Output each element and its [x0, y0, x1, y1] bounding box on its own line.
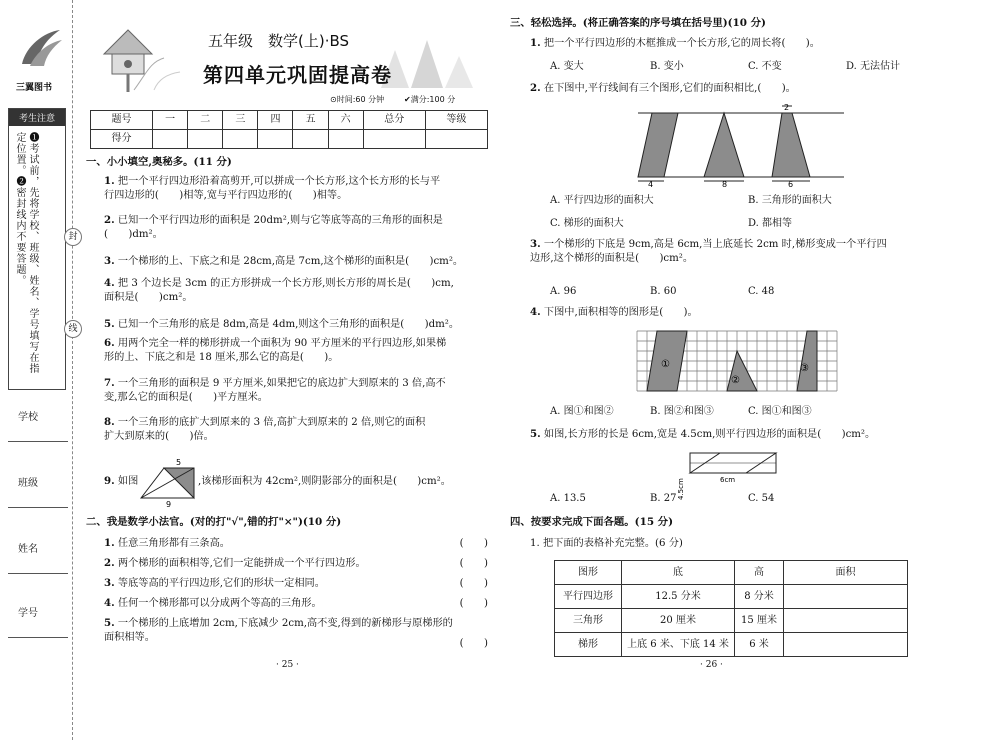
score-cell[interactable] [425, 130, 487, 149]
fill-question-7: 7. 一个三角形的面积是 9 平方厘米,如果把它的底边扩大到原来的 3 倍,高不 变,那么它的面积是( )平方厘米。 [104, 377, 446, 403]
table-cell: 15 厘米 [735, 609, 784, 633]
table-header-cell: 底 [622, 561, 735, 585]
area-answer-cell[interactable] [784, 585, 908, 609]
judge-question-5: 5. 一个梯形的上底增加 2cm,下底减少 2cm,高不变,得到的新梯形与原梯形的 面积相等。 ( ) [104, 617, 488, 649]
seal-mark-2: 线 [64, 320, 82, 338]
score-input-row [91, 130, 488, 149]
choice-question-2: 2. 在下图中,平行线间有三个图形,它们的面积相比,( )。 [530, 82, 796, 94]
table-cell: 6 米 [735, 633, 784, 657]
table-cell: 总分 [363, 111, 425, 130]
score-cell[interactable] [293, 130, 328, 149]
fill-question-2: 2. 已知一个平行四边形的面积是 20dm²,则与它等底等高的三角形的面积是 ( )dm²。 [104, 214, 443, 240]
fill-question-3: 3. 一个梯形的上、下底之和是 28cm,高是 7cm,这个梯形的面积是( )cm²。 [104, 255, 464, 267]
parallelogram-shape [638, 113, 678, 177]
option-c[interactable]: C. 不变 [748, 61, 782, 72]
choice-question-4: 4. 下图中,面积相等的图形是( )。 [530, 306, 698, 318]
trapezoid-base-label: 6 [788, 180, 794, 189]
answer-paren[interactable]: ( ) [459, 598, 488, 609]
answer-paren[interactable]: ( ) [459, 538, 488, 549]
grade-subject: 五年级 数学(上)·BS [208, 32, 350, 50]
table-cell: 上底 6 米、下底 14 米 [622, 633, 735, 657]
option-b[interactable]: B. 变小 [650, 61, 684, 72]
trapezoid-shape [772, 113, 810, 177]
fill-question-8: 8. 一个三角形的底扩大到原来的 3 倍,高扩大到原来的 2 倍,则它的面积 扩大到原来的( )倍。 [104, 416, 426, 442]
fill-table [554, 560, 908, 657]
parallelogram-base-label: 4 [648, 180, 654, 189]
table-cell: 四 [258, 111, 293, 130]
page-26 [510, 0, 930, 740]
option-a[interactable]: A. 13.5 [550, 493, 586, 504]
option-a[interactable]: A. 图①和图② [550, 406, 614, 417]
exam-time: ⊙时间:60 分钟 [330, 95, 385, 104]
table-cell: 三 [223, 111, 258, 130]
table-cell: 题号 [91, 111, 153, 130]
option-a[interactable]: A. 变大 [550, 61, 584, 72]
table-header-cell: 图形 [555, 561, 622, 585]
fill-question-5: 5. 已知一个三角形的底是 8dm,高是 4dm,则这个三角形的面积是( )dm²。 [104, 318, 460, 330]
section-4-title: 四、按要求完成下面各题。(15 分) [510, 516, 673, 528]
table-cell: 平行四边形 [555, 585, 622, 609]
full-score: ✔满分:100 分 [404, 95, 456, 104]
score-header-row [91, 111, 488, 130]
trapezoid-top-label: 5 [176, 458, 182, 467]
option-c[interactable]: C. 图①和图③ [748, 406, 812, 417]
answer-paren[interactable]: ( ) [459, 578, 488, 589]
grid-shapes-figure [637, 327, 843, 395]
score-cell[interactable] [188, 130, 223, 149]
answer-paren[interactable]: ( ) [459, 638, 488, 649]
option-c[interactable]: C. 48 [748, 286, 775, 297]
page-25 [86, 0, 488, 740]
choice-question-3: 3. 一个梯形的下底是 9cm,高是 6cm,当上底延长 2cm 时,梯形变成一个平行四 边形,这个梯形的面积是( )cm²。 [530, 238, 887, 264]
trapezoid-figure [136, 456, 206, 508]
page-number: · 25 · [276, 660, 299, 670]
page-number: · 26 · [700, 660, 723, 670]
section-1-title: 一、小小填空,奥秘多。(11 分) [86, 156, 232, 168]
student-id-field[interactable]: 学号 [8, 604, 70, 638]
judge-question-4: 4. 任何一个梯形都可以分成两个等高的三角形。 ( ) [104, 597, 488, 609]
choice-question-5: 5. 如图,长方形的长是 6cm,宽是 4.5cm,则平行四边形的面积是( )cm²。 [530, 428, 876, 440]
score-cell[interactable] [363, 130, 425, 149]
table-cell: 12.5 分米 [622, 585, 735, 609]
top-base-label: 2 [784, 103, 790, 112]
table-row [555, 633, 908, 657]
score-cell[interactable] [153, 130, 188, 149]
notice-text: ❶考试前，先将学校、班级、姓名、学号填写在指定位置。❷密封线内不要答题。 [14, 132, 38, 374]
option-d[interactable]: D. 都相等 [748, 218, 793, 229]
fill-question-1: 1. 把一个平行四边形沿着高剪开,可以拼成一个长方形,这个长方形的长与平 行四边形的( )相等,宽与平行四边形的( )相等。 [104, 175, 441, 201]
judge-question-1: 1. 任意三角形都有三条高。 ( ) [104, 537, 488, 549]
option-b[interactable]: B. 27 [650, 493, 677, 504]
table-cell: 五 [293, 111, 328, 130]
score-cell[interactable] [328, 130, 363, 149]
table-row [555, 585, 908, 609]
table-cell: 一 [153, 111, 188, 130]
table-header-cell: 面积 [784, 561, 908, 585]
option-d[interactable]: D. 无法估计 [846, 61, 901, 72]
table-cell: 得分 [91, 130, 153, 149]
page-title: 第四单元巩固提高卷 [203, 63, 392, 87]
table-header-cell: 高 [735, 561, 784, 585]
logo-text: 三翼图书 [16, 83, 53, 93]
score-table [90, 110, 488, 149]
option-b[interactable]: B. 三角形的面积大 [748, 195, 832, 206]
fill-table-header [555, 561, 908, 585]
table-cell: 梯形 [555, 633, 622, 657]
task-question-1: 1. 把下面的表格补充完整。(6 分) [530, 538, 683, 549]
fill-question-9: 9. 如图 [104, 475, 139, 487]
notice-title: 考生注意 [9, 109, 65, 126]
triangle-shape [704, 113, 744, 177]
parallel-shapes-figure [638, 101, 844, 187]
exam-notice [8, 108, 66, 390]
table-cell: 20 厘米 [622, 609, 735, 633]
table-cell: 等级 [425, 111, 487, 130]
option-b[interactable]: B. 图②和图③ [650, 406, 714, 417]
score-cell[interactable] [258, 130, 293, 149]
fill-question-9-text: ,该梯形面积为 42cm²,则阴影部分的面积是( )cm²。 [198, 476, 451, 487]
grid-shape-3-label: ③ [800, 363, 809, 374]
table-row [555, 609, 908, 633]
seal-line [72, 0, 73, 740]
school-field[interactable]: 学校 [8, 408, 70, 442]
option-c[interactable]: C. 梯形的面积大 [550, 218, 624, 229]
class-field[interactable]: 班级 [8, 474, 70, 508]
seal-mark-1: 封 [64, 228, 82, 246]
triangle-base-label: 8 [722, 180, 728, 189]
judge-question-2: 2. 两个梯形的面积相等,它们一定能拼成一个平行四边形。 ( ) [104, 557, 488, 569]
trapezoid-bottom-label: 9 [166, 500, 172, 509]
option-a[interactable]: A. 96 [550, 286, 577, 297]
table-cell: 8 分米 [735, 585, 784, 609]
rect-side-label: 4.5cm [677, 478, 685, 500]
choice-question-1: 1. 把一个平行四边形的木框推成一个长方形,它的周长将( )。 [530, 37, 820, 49]
table-cell: 六 [328, 111, 363, 130]
binding-strip [0, 0, 78, 740]
grid-shape-2-label: ② [731, 375, 740, 386]
grid-shape-1-label: ① [661, 359, 670, 370]
rect-bottom-label: 6cm [720, 476, 736, 484]
fill-question-4: 4. 把 3 个边长是 3cm 的正方形拼成一个长方形,则长方形的周长是( )cm, 面积是( )cm²。 [104, 277, 454, 303]
name-field[interactable]: 姓名 [8, 540, 70, 574]
option-b[interactable]: B. 60 [650, 286, 677, 297]
section-2-title: 二、我是数学小法官。(对的打"√",错的打"×")(10 分) [86, 516, 342, 528]
birdhouse-illustration [94, 14, 184, 92]
fill-question-6: 6. 用两个完全一样的梯形拼成一个面积为 90 平方厘米的平行四边形,如果梯 形的上、下底之和是 18 厘米,那么它的高是( )。 [104, 337, 447, 363]
table-cell: 二 [188, 111, 223, 130]
score-cell[interactable] [223, 130, 258, 149]
answer-paren[interactable]: ( ) [459, 558, 488, 569]
judge-question-3: 3. 等底等高的平行四边形,它们的形状一定相同。 ( ) [104, 577, 488, 589]
table-cell: 三角形 [555, 609, 622, 633]
publisher-logo [14, 26, 64, 78]
option-c[interactable]: C. 54 [748, 493, 775, 504]
area-answer-cell[interactable] [784, 633, 908, 657]
option-a[interactable]: A. 平行四边形的面积大 [550, 195, 654, 206]
area-answer-cell[interactable] [784, 609, 908, 633]
section-3-title: 三、轻松选择。(将正确答案的序号填在括号里)(10 分) [510, 17, 766, 29]
